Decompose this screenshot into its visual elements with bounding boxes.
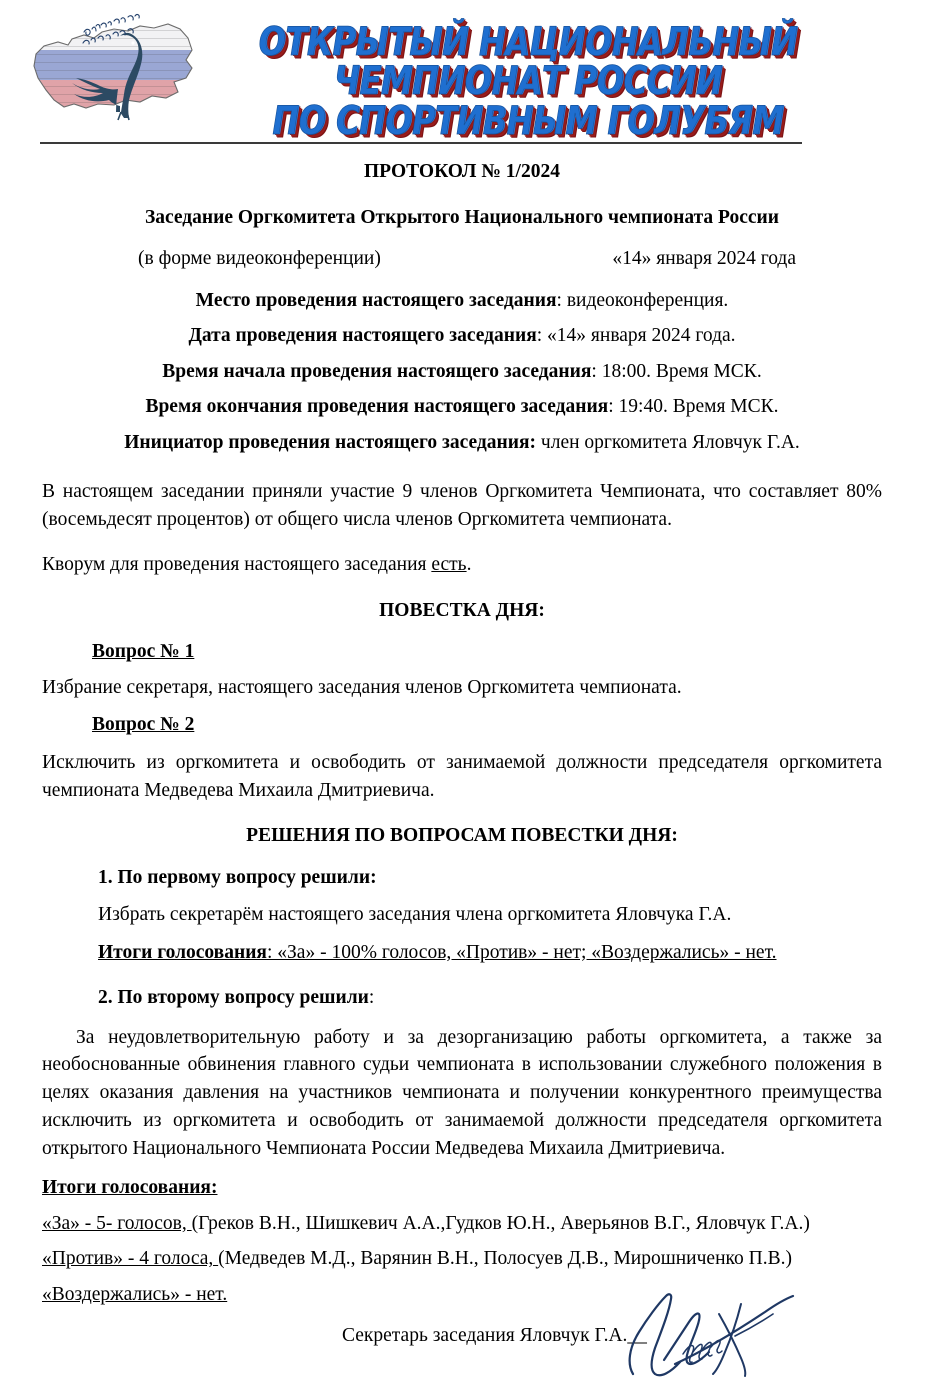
decision-1-text: Избрать секретарём настоящего заседания члена оргкомитета Яловчука Г.А. — [98, 904, 732, 926]
agenda-heading: ПОВЕСТКА ДНЯ: — [379, 599, 545, 621]
decisions-heading: РЕШЕНИЯ ПО ВОПРОСАМ ПОВЕСТКИ ДНЯ: — [246, 825, 678, 847]
agenda-question-2-heading — [42, 715, 882, 735]
meeting-place-label: Место проведения настоящего заседания — [195, 289, 557, 311]
quorum-statement-suffix: . — [466, 554, 472, 576]
signature-label: Секретарь заседания Яловчук Г.А.__ — [342, 1325, 647, 1347]
decision-2-text: За неудовлетворительную работу и за дезорганизацию работы оргкомитета, а также за необоснованные обвинения главного судьи чемпионата в использовании служебного положения в целях оказания давления на участников чемпионата и получении конкурентного преимущества исключить из оргкомитета и освободить от занимаемой должности председателя оргкомитета открытого Национального Чемпионата России Медведева Михаила Дмитриевича. — [42, 1026, 882, 1159]
banner-line-1: ОТКРЫТЫЙ НАЦИОНАЛЬНЫЙ ЧЕМПИОНАТ РОССИИ — [258, 18, 798, 104]
decision-2-heading-text: 2. По второму вопросу решили — [98, 987, 369, 1009]
meeting-date-value: : «14» января 2024 года. — [536, 325, 736, 346]
championship-banner — [228, 18, 828, 144]
vote-against-count: «Против» - 4 голоса, — [42, 1248, 219, 1270]
meeting-start-label: Время начала проведения настоящего заседания — [162, 360, 592, 382]
decision-1-heading: 1. По первому вопросу решили: — [98, 866, 377, 888]
quorum-statement-value: есть — [431, 554, 467, 576]
meeting-end-line — [42, 397, 882, 417]
vote-abstain-line — [42, 1285, 882, 1305]
letterhead — [0, 0, 933, 144]
decision-1-vote-value: : «За» - 100% голосов, «Против» - нет; «Воздержались» - нет. — [266, 941, 777, 963]
decision-2-heading — [42, 988, 882, 1008]
vote-against-line — [42, 1249, 882, 1269]
document-body — [42, 162, 882, 1396]
agenda-question-1-heading — [42, 642, 882, 662]
vote-for-count: «За» - 5- голосов, — [42, 1212, 192, 1234]
vote-for-line — [42, 1214, 882, 1234]
quorum-paragraph: В настоящем заседании приняли участие 9 членов Оргкомитета Чемпионата, что составляет 80% (восемьдесят процентов) от общего числа членов Оргкомитета чемпионата. — [42, 481, 882, 530]
decision-2-heading-colon: : — [368, 987, 375, 1009]
document-subtitle: Заседание Оргкомитета Открытого Национального чемпионата России — [144, 206, 780, 228]
meeting-initiator-value: член оргкомитета Яловчук Г.А. — [536, 431, 800, 453]
agenda-question-1-heading-text: Вопрос № 1 — [92, 641, 195, 663]
page-title: ПРОТОКОЛ № 1/2024 — [364, 161, 560, 182]
meeting-initiator-label: Инициатор проведения настоящего заседания: — [124, 431, 537, 453]
meeting-date-line — [42, 326, 882, 346]
vote-results-heading: Итоги голосования: — [42, 1177, 218, 1199]
agenda-question-2-heading-text: Вопрос № 2 — [92, 714, 195, 736]
banner-line-2: ПО СПОРТИВНЫМ ГОЛУБЯМ — [272, 97, 784, 144]
meeting-date-label: Дата проведения настоящего заседания — [188, 325, 537, 346]
decision-1-vote-label: Итоги голосования — [98, 941, 267, 963]
meeting-end-label: Время окончания проведения настоящего заседания — [145, 396, 609, 417]
russia-map-pigeon-logo — [28, 8, 200, 123]
vote-against-names: (Медведев М.Д., Варянин В.Н., Полосуев Д.В., Мирошниченко П.В.) — [218, 1248, 792, 1270]
vote-abstain-count: «Воздержались» - нет. — [42, 1283, 228, 1305]
signature-row — [42, 1326, 882, 1396]
agenda-question-2-text: Исключить из оргкомитета и освободить от занимаемой должности председателя оргкомитета чемпионата Медведева Михаила Дмитриевича. — [42, 751, 882, 801]
agenda-question-1-text: Избрание секретаря, настоящего заседания членов Оргкомитета чемпионата. — [42, 676, 682, 698]
meeting-place-line — [42, 291, 882, 311]
meeting-start-value: : 18:00. Время МСК. — [591, 360, 762, 382]
form-and-date-row — [42, 249, 882, 269]
decision-1-vote-results — [42, 943, 882, 963]
meeting-form: (в форме видеоконференции) — [138, 248, 381, 269]
meeting-place-value: : видеоконференция. — [556, 289, 729, 311]
meeting-date-right: «14» января 2024 года — [612, 248, 796, 269]
meeting-end-value: : 19:40. Время МСК. — [608, 396, 779, 417]
quorum-statement-prefix: Кворум для проведения настоящего заседания — [42, 554, 432, 576]
meeting-start-line — [42, 362, 882, 382]
header-divider-rule — [40, 142, 802, 144]
vote-for-names: (Греков В.Н., Шишкевич А.А.,Гудков Ю.Н., Аверьянов В.Г., Яловчук Г.А.) — [191, 1212, 810, 1234]
quorum-statement — [42, 555, 882, 575]
meeting-initiator-line — [42, 433, 882, 453]
